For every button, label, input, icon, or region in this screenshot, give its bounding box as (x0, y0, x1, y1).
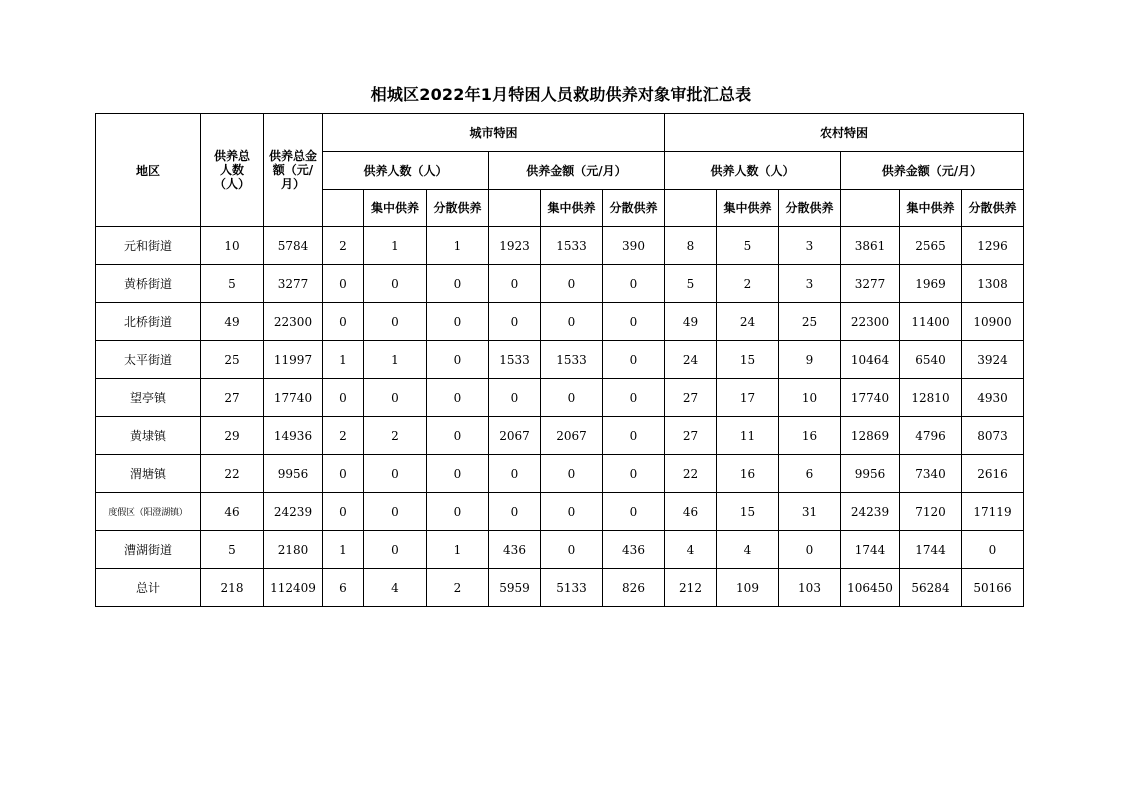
region-cell: 度假区（阳澄湖镇） (96, 493, 201, 531)
rural-people-central-cell: 16 (717, 455, 779, 493)
urban-amount-central-cell: 0 (541, 379, 603, 417)
rural-people-central-cell: 17 (717, 379, 779, 417)
rural-amount-cell: 3277 (841, 265, 900, 303)
rural-amount-cell: 3861 (841, 227, 900, 265)
urban-people-cell: 0 (323, 265, 364, 303)
urban-header: 城市特困 (323, 114, 665, 152)
urban-amount-central-cell: 0 (541, 455, 603, 493)
total-row (96, 569, 1024, 607)
rural-people-central-header: 集中供养 (717, 190, 779, 227)
urban-people-cell: 2 (323, 227, 364, 265)
urban-people-dispersed-cell: 0 (427, 455, 489, 493)
rural-amount-cell: 12869 (841, 417, 900, 455)
rural-amount-central-cell: 7340 (900, 455, 962, 493)
urban-amount-central-header: 集中供养 (541, 190, 603, 227)
urban-amount-cell: 0 (489, 303, 541, 341)
urban-amount-dispersed-cell: 0 (603, 493, 665, 531)
region-cell: 总计 (96, 569, 201, 607)
rural-amount-dispersed-cell: 10900 (962, 303, 1024, 341)
rural-people-dispersed-cell: 16 (779, 417, 841, 455)
urban-amount-dispersed-cell: 0 (603, 455, 665, 493)
rural-amount-cell: 22300 (841, 303, 900, 341)
rural-people-dispersed-cell: 0 (779, 531, 841, 569)
region-cell: 渭塘镇 (96, 455, 201, 493)
urban-people-dispersed-cell: 1 (427, 531, 489, 569)
urban-people-central-cell: 0 (364, 493, 427, 531)
rural-people-central-cell: 4 (717, 531, 779, 569)
urban-amount-header: 供养金额（元/月） (489, 152, 665, 190)
total-amount-cell: 3277 (264, 265, 323, 303)
rural-people-cell: 46 (665, 493, 717, 531)
total-people-cell: 10 (201, 227, 264, 265)
urban-people-central-cell: 0 (364, 531, 427, 569)
total-people-cell: 46 (201, 493, 264, 531)
urban-amount-cell: 0 (489, 265, 541, 303)
rural-people-dispersed-cell: 10 (779, 379, 841, 417)
urban-amount-cell: 1533 (489, 341, 541, 379)
rural-people-dispersed-cell: 31 (779, 493, 841, 531)
rural-amount-dispersed-header: 分散供养 (962, 190, 1024, 227)
rural-amount-central-cell: 4796 (900, 417, 962, 455)
page-title: 相城区2022年1月特困人员救助供养对象审批汇总表 (370, 85, 752, 104)
urban-amount-central-cell: 0 (541, 493, 603, 531)
rural-amount-central-cell: 56284 (900, 569, 962, 607)
urban-amount-dispersed-cell: 0 (603, 341, 665, 379)
rural-people-total-header (665, 190, 717, 227)
rural-amount-dispersed-cell: 0 (962, 531, 1024, 569)
rural-people-dispersed-cell: 103 (779, 569, 841, 607)
table-row (96, 303, 1024, 341)
rural-people-header: 供养人数（人） (665, 152, 841, 190)
rural-amount-header: 供养金额（元/月） (841, 152, 1024, 190)
urban-amount-central-cell: 0 (541, 531, 603, 569)
urban-people-dispersed-cell: 0 (427, 341, 489, 379)
urban-people-cell: 0 (323, 493, 364, 531)
rural-amount-cell: 17740 (841, 379, 900, 417)
total-people-cell: 29 (201, 417, 264, 455)
rural-people-central-cell: 109 (717, 569, 779, 607)
total-amount-cell: 2180 (264, 531, 323, 569)
rural-people-central-cell: 15 (717, 493, 779, 531)
total-people-cell: 49 (201, 303, 264, 341)
total-people-cell: 218 (201, 569, 264, 607)
table-row (96, 493, 1024, 531)
urban-people-cell: 1 (323, 531, 364, 569)
rural-amount-cell: 10464 (841, 341, 900, 379)
urban-amount-cell: 1923 (489, 227, 541, 265)
rural-amount-central-header: 集中供养 (900, 190, 962, 227)
rural-header: 农村特困 (665, 114, 1024, 152)
rural-amount-dispersed-cell: 1308 (962, 265, 1024, 303)
rural-amount-total-header (841, 190, 900, 227)
total-people-header: 供养总人数（人） (201, 114, 264, 227)
rural-amount-cell: 9956 (841, 455, 900, 493)
urban-amount-central-cell: 0 (541, 265, 603, 303)
rural-amount-cell: 1744 (841, 531, 900, 569)
urban-people-central-cell: 0 (364, 303, 427, 341)
rural-people-central-cell: 24 (717, 303, 779, 341)
rural-amount-cell: 106450 (841, 569, 900, 607)
urban-amount-cell: 5959 (489, 569, 541, 607)
urban-amount-dispersed-cell: 436 (603, 531, 665, 569)
urban-amount-central-cell: 1533 (541, 341, 603, 379)
rural-amount-dispersed-cell: 3924 (962, 341, 1024, 379)
rural-people-cell: 24 (665, 341, 717, 379)
rural-amount-central-cell: 6540 (900, 341, 962, 379)
rural-people-cell: 22 (665, 455, 717, 493)
total-people-cell: 25 (201, 341, 264, 379)
rural-amount-dispersed-cell: 4930 (962, 379, 1024, 417)
urban-amount-dispersed-cell: 0 (603, 379, 665, 417)
summary-table (95, 113, 1024, 607)
table-row (96, 265, 1024, 303)
rural-people-dispersed-cell: 25 (779, 303, 841, 341)
urban-people-dispersed-cell: 1 (427, 227, 489, 265)
urban-people-cell: 2 (323, 417, 364, 455)
rural-amount-dispersed-cell: 1296 (962, 227, 1024, 265)
total-amount-cell: 17740 (264, 379, 323, 417)
total-amount-cell: 5784 (264, 227, 323, 265)
urban-people-central-cell: 4 (364, 569, 427, 607)
rural-people-dispersed-cell: 9 (779, 341, 841, 379)
rural-people-dispersed-cell: 3 (779, 227, 841, 265)
rural-amount-cell: 24239 (841, 493, 900, 531)
table-row (96, 455, 1024, 493)
urban-people-dispersed-header: 分散供养 (427, 190, 489, 227)
urban-people-dispersed-cell: 0 (427, 493, 489, 531)
urban-people-cell: 6 (323, 569, 364, 607)
rural-amount-dispersed-cell: 50166 (962, 569, 1024, 607)
urban-amount-cell: 0 (489, 493, 541, 531)
urban-amount-central-cell: 0 (541, 303, 603, 341)
total-people-cell: 5 (201, 265, 264, 303)
rural-people-cell: 49 (665, 303, 717, 341)
rural-people-dispersed-cell: 3 (779, 265, 841, 303)
urban-amount-cell: 2067 (489, 417, 541, 455)
region-cell: 黄桥街道 (96, 265, 201, 303)
rural-people-cell: 4 (665, 531, 717, 569)
rural-people-cell: 27 (665, 379, 717, 417)
region-header: 地区 (96, 114, 201, 227)
region-cell: 北桥街道 (96, 303, 201, 341)
total-amount-cell: 9956 (264, 455, 323, 493)
urban-amount-dispersed-cell: 0 (603, 265, 665, 303)
rural-amount-dispersed-cell: 8073 (962, 417, 1024, 455)
total-amount-cell: 24239 (264, 493, 323, 531)
urban-people-dispersed-cell: 0 (427, 265, 489, 303)
urban-people-cell: 1 (323, 341, 364, 379)
urban-amount-central-cell: 1533 (541, 227, 603, 265)
rural-people-cell: 8 (665, 227, 717, 265)
rural-amount-central-cell: 11400 (900, 303, 962, 341)
table-row (96, 531, 1024, 569)
rural-people-cell: 212 (665, 569, 717, 607)
urban-people-total-header (323, 190, 364, 227)
total-amount-cell: 22300 (264, 303, 323, 341)
urban-people-central-cell: 0 (364, 265, 427, 303)
rural-people-central-cell: 15 (717, 341, 779, 379)
region-cell: 太平街道 (96, 341, 201, 379)
rural-people-dispersed-cell: 6 (779, 455, 841, 493)
urban-amount-total-header (489, 190, 541, 227)
total-amount-cell: 112409 (264, 569, 323, 607)
total-people-cell: 5 (201, 531, 264, 569)
table-row (96, 379, 1024, 417)
region-cell: 漕湖街道 (96, 531, 201, 569)
urban-people-cell: 0 (323, 303, 364, 341)
urban-people-dispersed-cell: 0 (427, 417, 489, 455)
total-amount-header: 供养总金额（元/月） (264, 114, 323, 227)
rural-amount-central-cell: 1744 (900, 531, 962, 569)
table-row (96, 417, 1024, 455)
urban-amount-dispersed-cell: 826 (603, 569, 665, 607)
urban-people-central-cell: 1 (364, 341, 427, 379)
urban-people-central-cell: 0 (364, 379, 427, 417)
region-cell: 望亭镇 (96, 379, 201, 417)
rural-people-cell: 5 (665, 265, 717, 303)
rural-amount-dispersed-cell: 17119 (962, 493, 1024, 531)
urban-amount-dispersed-header: 分散供养 (603, 190, 665, 227)
header-row-1 (96, 114, 1024, 152)
total-amount-cell: 14936 (264, 417, 323, 455)
total-amount-cell: 11997 (264, 341, 323, 379)
table-row (96, 227, 1024, 265)
urban-amount-central-cell: 5133 (541, 569, 603, 607)
rural-amount-dispersed-cell: 2616 (962, 455, 1024, 493)
urban-people-central-header: 集中供养 (364, 190, 427, 227)
urban-people-central-cell: 2 (364, 417, 427, 455)
rural-amount-central-cell: 2565 (900, 227, 962, 265)
urban-amount-cell: 0 (489, 455, 541, 493)
urban-people-cell: 0 (323, 455, 364, 493)
rural-people-central-cell: 5 (717, 227, 779, 265)
urban-amount-dispersed-cell: 390 (603, 227, 665, 265)
urban-amount-central-cell: 2067 (541, 417, 603, 455)
urban-amount-dispersed-cell: 0 (603, 303, 665, 341)
rural-people-central-cell: 2 (717, 265, 779, 303)
rural-amount-central-cell: 1969 (900, 265, 962, 303)
total-people-cell: 22 (201, 455, 264, 493)
urban-amount-cell: 436 (489, 531, 541, 569)
urban-people-dispersed-cell: 2 (427, 569, 489, 607)
urban-people-central-cell: 0 (364, 455, 427, 493)
region-cell: 元和街道 (96, 227, 201, 265)
urban-people-cell: 0 (323, 379, 364, 417)
urban-people-dispersed-cell: 0 (427, 303, 489, 341)
rural-amount-central-cell: 12810 (900, 379, 962, 417)
rural-people-central-cell: 11 (717, 417, 779, 455)
region-cell: 黄埭镇 (96, 417, 201, 455)
table-row (96, 341, 1024, 379)
rural-people-dispersed-header: 分散供养 (779, 190, 841, 227)
urban-people-dispersed-cell: 0 (427, 379, 489, 417)
rural-people-cell: 27 (665, 417, 717, 455)
urban-people-header: 供养人数（人） (323, 152, 489, 190)
total-people-cell: 27 (201, 379, 264, 417)
rural-amount-central-cell: 7120 (900, 493, 962, 531)
urban-amount-cell: 0 (489, 379, 541, 417)
urban-amount-dispersed-cell: 0 (603, 417, 665, 455)
urban-people-central-cell: 1 (364, 227, 427, 265)
